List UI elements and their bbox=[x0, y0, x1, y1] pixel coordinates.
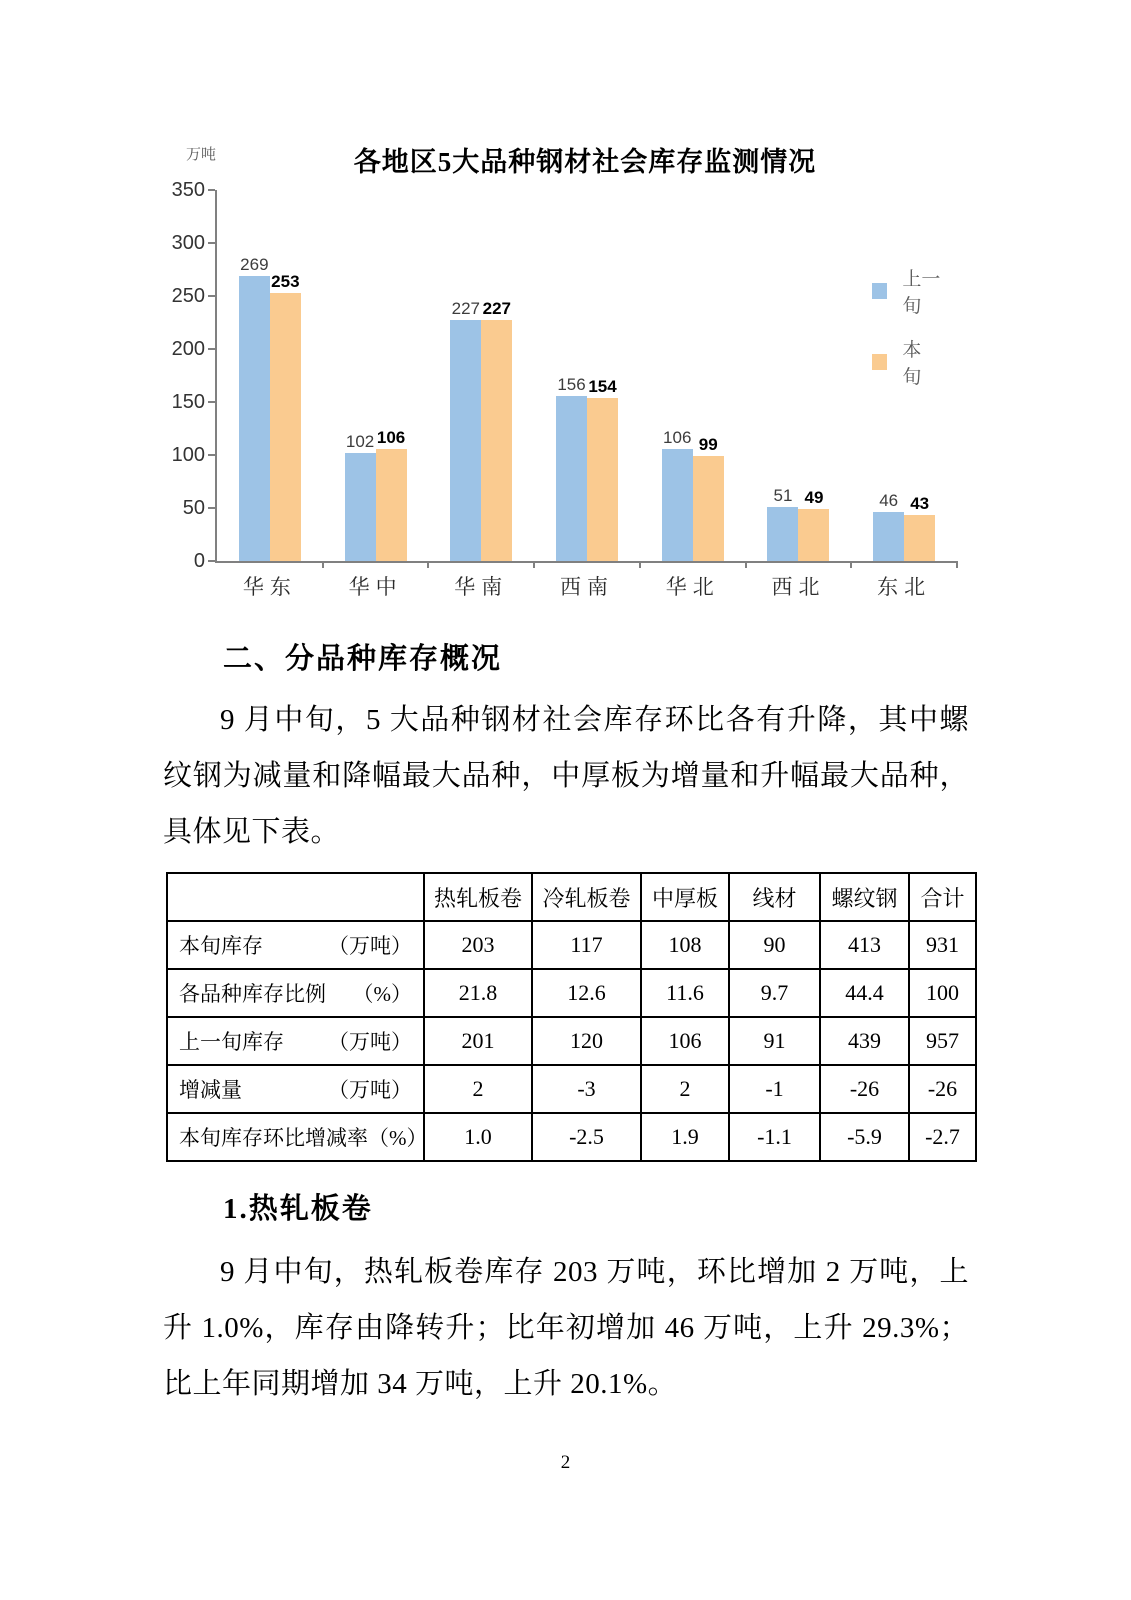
bar-previous bbox=[662, 449, 693, 561]
row-label-text: 上一旬库存 bbox=[179, 1030, 284, 1054]
page-number: 2 bbox=[560, 1452, 571, 1473]
y-axis-unit-label: 万吨 bbox=[186, 146, 217, 163]
table-cell: 201 bbox=[424, 1017, 532, 1065]
y-tick-mark bbox=[208, 348, 215, 350]
table-cell: 2 bbox=[641, 1065, 729, 1113]
bar-value-label: 46 bbox=[879, 491, 899, 511]
row-label-text: 本旬库存环比增减率 bbox=[179, 1126, 368, 1150]
y-tick-mark bbox=[208, 560, 215, 562]
inventory-table bbox=[166, 872, 977, 1162]
table-cell: -2.7 bbox=[909, 1113, 976, 1161]
bar-group bbox=[746, 190, 852, 561]
table-column-header bbox=[167, 873, 424, 921]
bar-previous bbox=[239, 276, 270, 561]
y-tick-mark bbox=[208, 401, 215, 403]
table-cell: 1.9 bbox=[641, 1113, 729, 1161]
y-tick-mark bbox=[208, 507, 215, 509]
x-tick-mark bbox=[956, 561, 958, 568]
table-cell: -3 bbox=[532, 1065, 641, 1113]
row-unit-text: （%） bbox=[352, 982, 412, 1006]
table-cell: 203 bbox=[424, 921, 532, 969]
bar-value-label: 227 bbox=[451, 299, 480, 319]
x-tick-mark bbox=[639, 561, 641, 568]
bar-column bbox=[345, 433, 376, 561]
bar-column bbox=[239, 256, 270, 561]
bar-column bbox=[270, 273, 301, 561]
bar-group bbox=[640, 190, 746, 561]
table-cell: -26 bbox=[909, 1065, 976, 1113]
chart-title: 各地区5大品种钢材社会库存监测情况 bbox=[353, 147, 817, 177]
y-tick-label: 0 bbox=[193, 550, 205, 572]
table-cell: 120 bbox=[532, 1017, 641, 1065]
bar-column bbox=[904, 495, 935, 561]
x-tick-mark bbox=[533, 561, 535, 568]
row-unit-text: （万吨） bbox=[328, 1078, 412, 1102]
x-axis-label: 华南 bbox=[454, 575, 509, 599]
bar-current bbox=[587, 398, 618, 561]
table-cell: 100 bbox=[909, 969, 976, 1017]
row-unit-text: （万吨） bbox=[328, 934, 412, 958]
bar-value-label: 99 bbox=[698, 435, 718, 455]
row-unit-text: （%） bbox=[368, 1126, 428, 1150]
table-cell: -1 bbox=[729, 1065, 820, 1113]
table-column-header: 线材 bbox=[729, 873, 820, 921]
y-tick-label: 300 bbox=[171, 232, 205, 254]
legend-label: 上一旬 bbox=[902, 269, 941, 317]
table-cell: 957 bbox=[909, 1017, 976, 1065]
bar-group bbox=[217, 190, 323, 561]
table-row-label bbox=[168, 1026, 423, 1056]
table-cell: 90 bbox=[729, 921, 820, 969]
table-column-header: 螺纹钢 bbox=[820, 873, 909, 921]
bar-group bbox=[534, 190, 640, 561]
x-axis-labels bbox=[217, 571, 957, 601]
chart-section bbox=[170, 138, 1015, 616]
bar-column bbox=[798, 489, 829, 561]
table-row bbox=[167, 1065, 976, 1113]
y-tick-label: 250 bbox=[171, 285, 205, 307]
table-row-label bbox=[168, 978, 423, 1008]
y-tick-mark bbox=[208, 454, 215, 456]
x-tick-mark bbox=[745, 561, 747, 568]
table-cell: -2.5 bbox=[532, 1113, 641, 1161]
bar-value-label: 102 bbox=[345, 431, 375, 451]
chart-legend bbox=[872, 264, 957, 389]
bar-current bbox=[904, 515, 935, 561]
bar-column bbox=[481, 300, 512, 561]
table-row-label-cell bbox=[167, 921, 424, 969]
bar-column bbox=[376, 429, 407, 561]
table-row bbox=[167, 921, 976, 969]
section-heading-hot-rolled: 1.热轧板卷 bbox=[223, 1193, 373, 1225]
table-row-label-cell bbox=[167, 1113, 428, 1161]
x-axis-label: 华北 bbox=[665, 575, 720, 599]
bar-column bbox=[556, 376, 587, 561]
table-column-header: 合计 bbox=[909, 873, 976, 921]
legend-label: 本 旬 bbox=[902, 340, 941, 388]
x-tick-mark bbox=[427, 561, 429, 568]
bar-value-label: 156 bbox=[557, 374, 586, 394]
row-label-text: 增减量 bbox=[179, 1078, 242, 1102]
table-cell: 11.6 bbox=[641, 969, 729, 1017]
legend-item bbox=[872, 264, 957, 318]
y-tick-label: 100 bbox=[171, 444, 205, 466]
y-tick-label: 50 bbox=[182, 497, 205, 519]
bar-current bbox=[798, 509, 829, 561]
bar-previous bbox=[345, 453, 376, 561]
table-cell: 106 bbox=[641, 1017, 729, 1065]
y-tick-mark bbox=[208, 189, 215, 191]
table-cell: 117 bbox=[532, 921, 641, 969]
table-row-label bbox=[168, 930, 423, 960]
bar-column bbox=[693, 436, 724, 561]
legend-item bbox=[872, 335, 957, 389]
table-row bbox=[167, 1113, 976, 1161]
x-axis-label: 华中 bbox=[348, 575, 403, 599]
plot-frame bbox=[171, 179, 957, 599]
y-tick-label: 200 bbox=[171, 338, 205, 360]
table-row-label-cell bbox=[167, 969, 424, 1017]
table-header-row bbox=[167, 873, 976, 921]
table-cell: 931 bbox=[909, 921, 976, 969]
table-cell: 12.6 bbox=[532, 969, 641, 1017]
x-axis-label: 东北 bbox=[877, 575, 932, 599]
x-axis-ticks bbox=[217, 561, 957, 569]
bar-group bbox=[323, 190, 429, 561]
y-tick-label: 150 bbox=[171, 391, 205, 413]
bar-value-label: 106 bbox=[663, 427, 692, 447]
table-cell: -1.1 bbox=[729, 1113, 820, 1161]
table-cell: 44.4 bbox=[820, 969, 909, 1017]
table-cell: 439 bbox=[820, 1017, 909, 1065]
table-cell: 108 bbox=[641, 921, 729, 969]
table-cell: 91 bbox=[729, 1017, 820, 1065]
table-row-label-cell bbox=[167, 1017, 424, 1065]
bar-value-label: 43 bbox=[910, 494, 930, 514]
bar-column bbox=[587, 378, 618, 561]
table-body bbox=[167, 921, 976, 1161]
x-axis-label: 西北 bbox=[771, 575, 826, 599]
x-axis-label: 西南 bbox=[560, 575, 615, 599]
table-row-label bbox=[168, 1122, 428, 1152]
bar-value-label: 51 bbox=[773, 485, 793, 505]
bar-column bbox=[450, 300, 481, 561]
table-column-header: 热轧板卷 bbox=[424, 873, 532, 921]
bar-value-label: 253 bbox=[271, 271, 300, 291]
bar-column bbox=[873, 492, 904, 561]
bar-current bbox=[481, 320, 512, 561]
table-column-header: 冷轧板卷 bbox=[532, 873, 641, 921]
x-tick-mark bbox=[850, 561, 852, 568]
plot-area bbox=[217, 190, 957, 561]
row-unit-text: （万吨） bbox=[328, 1030, 412, 1054]
table-cell: 413 bbox=[820, 921, 909, 969]
table-row-label-cell bbox=[167, 1065, 424, 1113]
bar-column bbox=[662, 429, 693, 561]
bar-previous bbox=[556, 396, 587, 561]
table-head bbox=[167, 873, 976, 921]
bar-previous bbox=[767, 507, 798, 561]
bar-column bbox=[767, 487, 798, 561]
bar-value-label: 227 bbox=[482, 299, 511, 319]
bar-current bbox=[376, 449, 407, 561]
bar-value-label: 106 bbox=[376, 427, 406, 447]
x-tick-mark bbox=[322, 561, 324, 568]
y-tick-mark bbox=[208, 242, 215, 244]
table-cell: 2 bbox=[424, 1065, 532, 1113]
paragraph-hot-rolled: 9 月中旬，热轧板卷库存 203 万吨，环比增加 2 万吨，上升 1.0%，库存由降转升；比年初增加 46 万吨，上升 29.3%；比上年同期增加 34 万吨，上升 20.1%。 bbox=[163, 1256, 969, 1400]
table-cell: -26 bbox=[820, 1065, 909, 1113]
y-tick-mark bbox=[208, 295, 215, 297]
legend-swatch bbox=[872, 283, 887, 299]
bar-previous bbox=[873, 512, 904, 561]
row-label-text: 各品种库存比例 bbox=[179, 982, 326, 1006]
x-axis-label: 华东 bbox=[242, 575, 297, 599]
table-row bbox=[167, 969, 976, 1017]
bar-group bbox=[428, 190, 534, 561]
table-row bbox=[167, 1017, 976, 1065]
y-tick-label: 350 bbox=[171, 179, 205, 201]
table-column-header: 中厚板 bbox=[641, 873, 729, 921]
bar-previous bbox=[450, 320, 481, 561]
table-row-label bbox=[168, 1074, 423, 1104]
table-cell: 1.0 bbox=[424, 1113, 532, 1161]
table-cell: -5.9 bbox=[820, 1113, 909, 1161]
bar-value-label: 269 bbox=[240, 254, 269, 274]
section-heading-overview: 二、分品种库存概况 bbox=[223, 643, 503, 675]
legend-swatch bbox=[872, 354, 887, 370]
table-cell: 21.8 bbox=[424, 969, 532, 1017]
bar-value-label: 49 bbox=[804, 488, 824, 508]
table-cell: 9.7 bbox=[729, 969, 820, 1017]
bar-current bbox=[270, 293, 301, 561]
bar-current bbox=[693, 456, 724, 561]
bar-value-label: 154 bbox=[588, 376, 617, 396]
row-label-text: 本旬库存 bbox=[179, 934, 263, 958]
paragraph-overview: 9 月中旬，5 大品种钢材社会库存环比各有升降，其中螺纹钢为减量和降幅最大品种，中厚板为增量和升幅最大品种，具体见下表。 bbox=[163, 704, 969, 848]
